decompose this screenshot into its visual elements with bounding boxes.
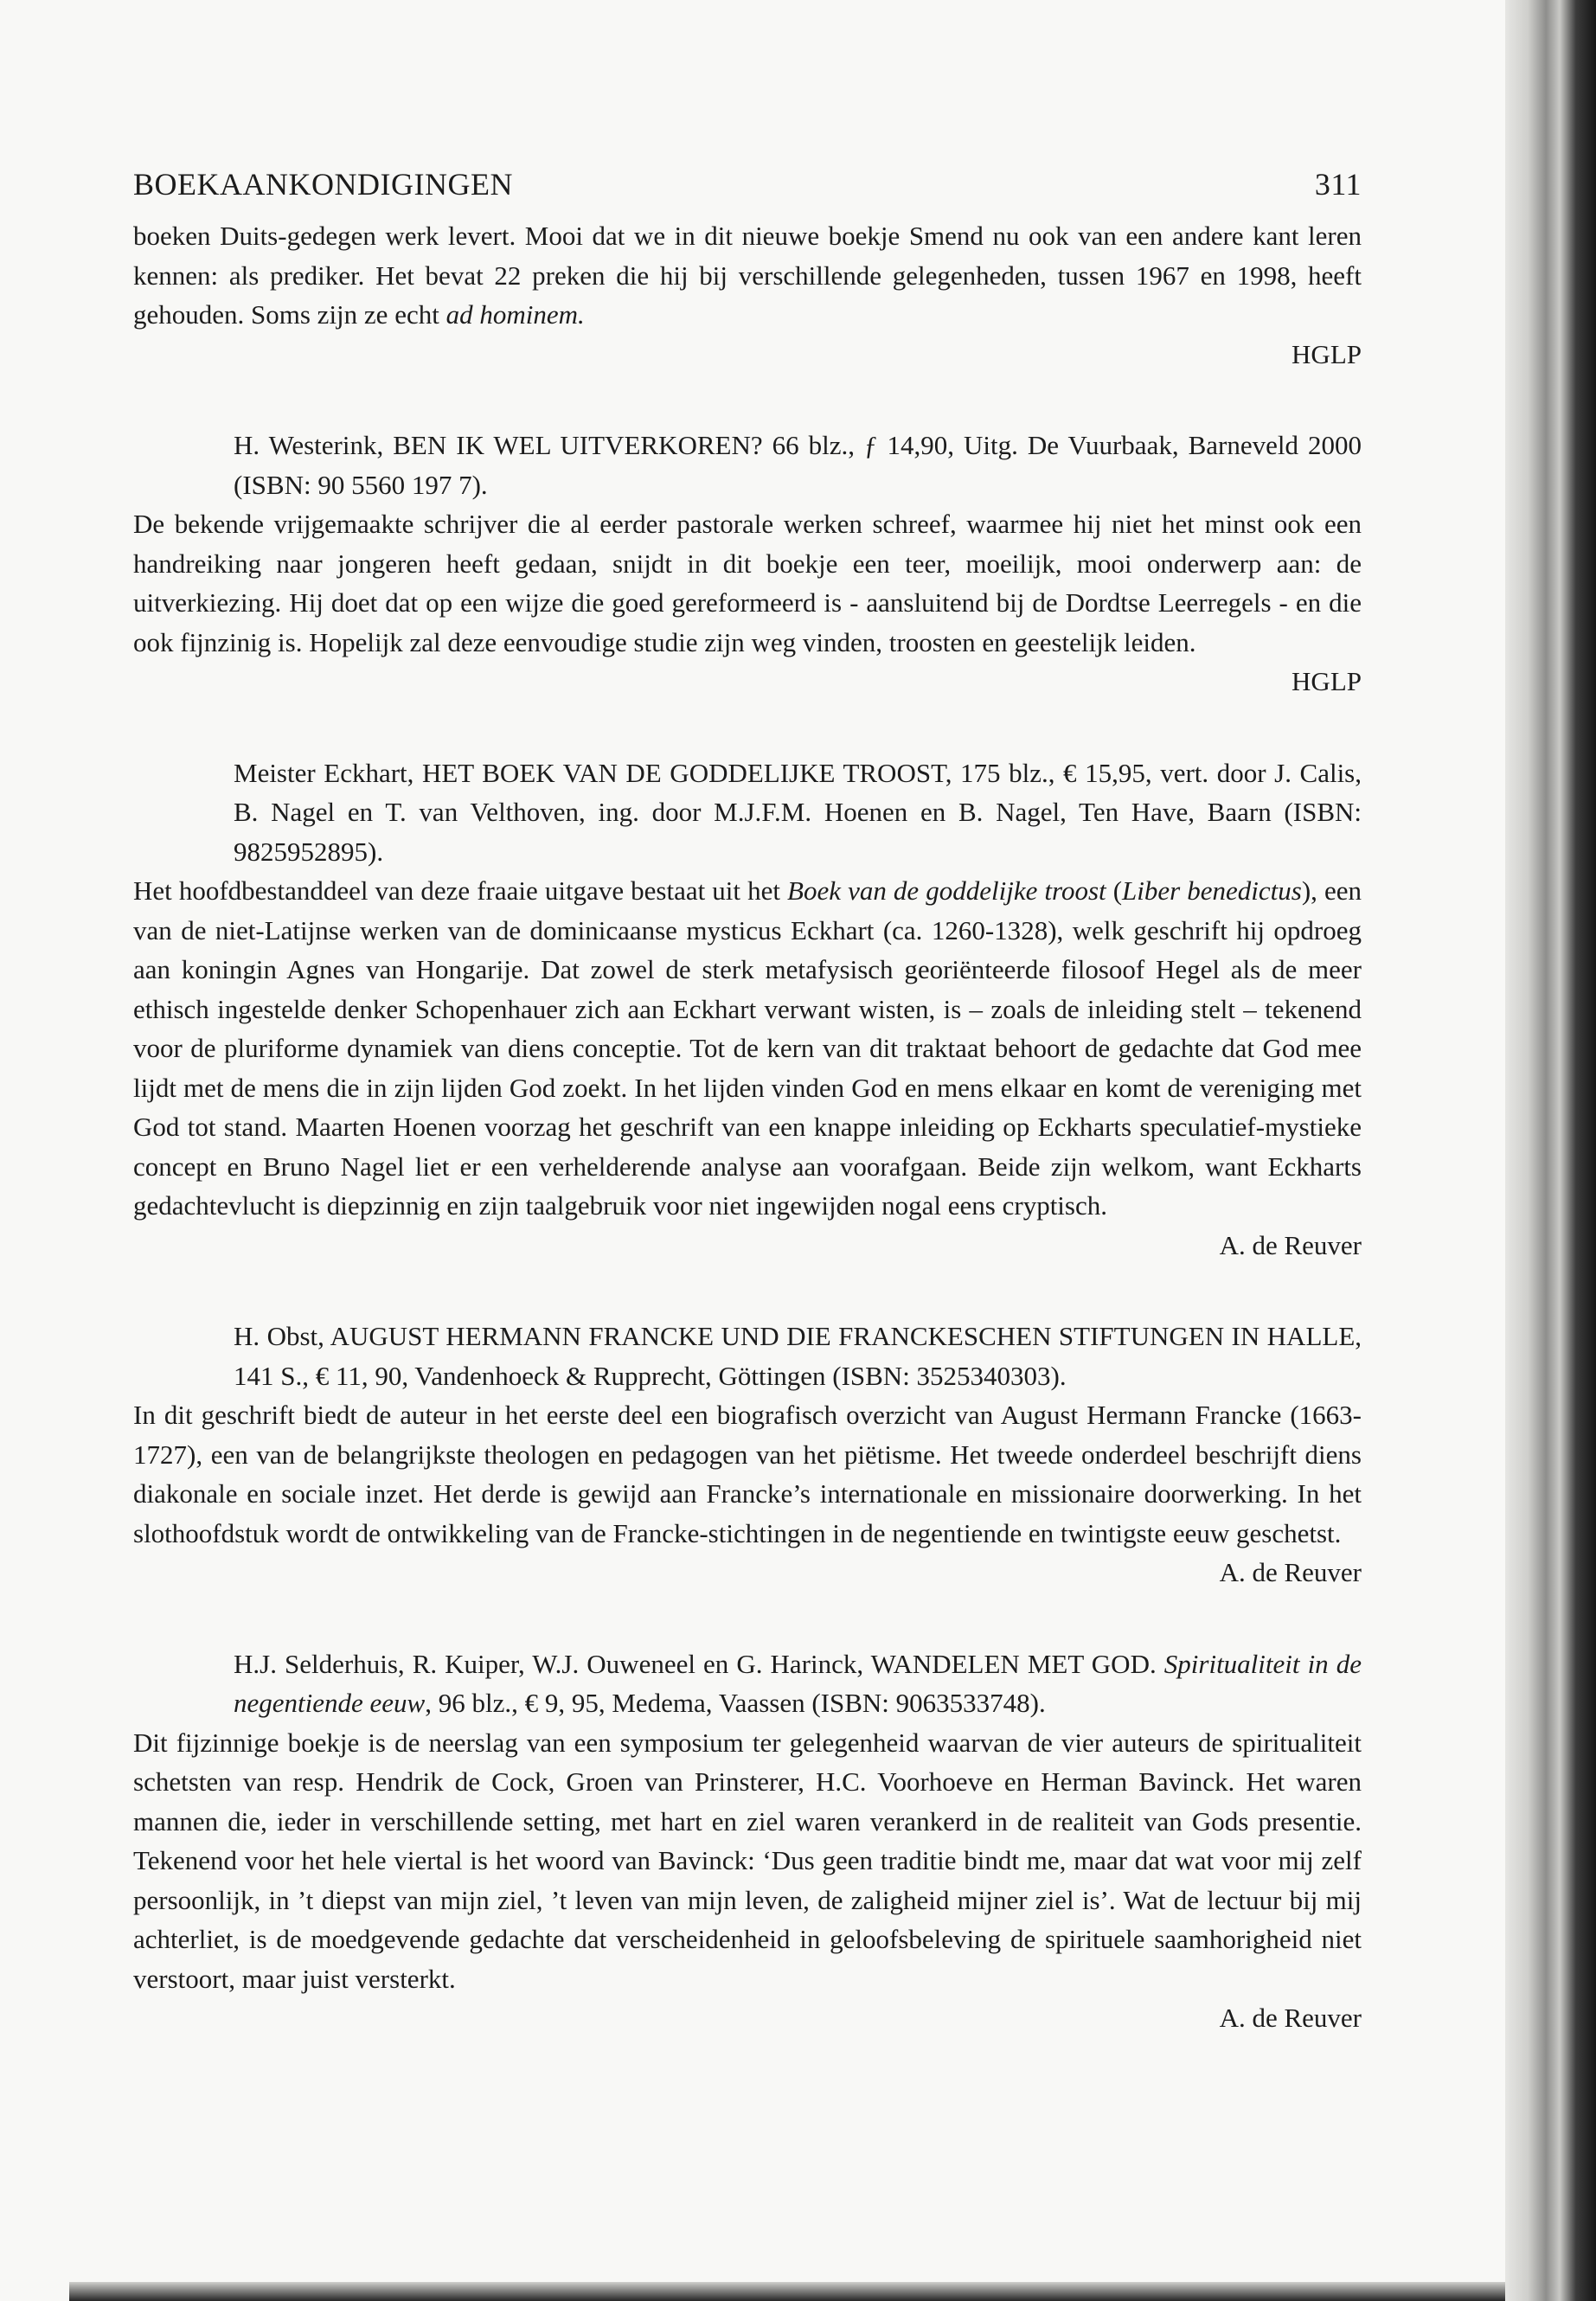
reviewer-signature: HGLP <box>1292 666 1362 696</box>
review-entry <box>133 1644 1362 2038</box>
review-body: De bekende vrijgemaakte schrijver die al eerder pastorale werken schreef, waarmee hij niet het minst ook een handreiking naar jongeren heeft gedaan, snijdt in dit boekje een teer, moeilijk, mooi onderwerp aan: de uitverkiezing. Hij doet dat op een wijze die goed gereformeerd is - aansluitend bij de Dordtse Leerregels - en die ook fijnzinig is. Hopelijk zal deze eenvoudige studie zijn weg vinden, troosten en geestelijk leiden. <box>133 509 1362 657</box>
review-body: In dit geschrift biedt de auteur in het eerste deel een biografisch overzicht van August Hermann Francke (1663-1727), een van de belangrijkste theologen en pedagogen van het piëtisme. Het tweede onderdeel beschrijft diens diakonale en sociale inzet. Het derde is gewijd aan Francke’s internationale en missionaire doorwerking. In het slothoofdstuk wordt de ontwikkeling van de Francke-stichtingen in de negentiende en twintigste eeuw geschetst. <box>133 1400 1362 1548</box>
review-entry <box>133 1317 1362 1593</box>
review-body: boeken Duits-gedegen werk levert. Mooi dat we in dit nieuwe boekje Smend nu ook van een andere kant leren kennen: als prediker. Het bevat 22 preken die hij bij verschillende gelegenheden, tussen 1967 en 1998, heeft gehouden. Soms zijn ze echt ad hominem. <box>133 221 1362 330</box>
page-content <box>133 156 1362 2038</box>
review-body: Het hoofdbestanddeel van deze fraaie uitgave bestaat uit het Boek van de goddelijke troost (Liber benedictus), een van de niet-Latijnse werken van de dominicaanse mysticus Eckhart (ca. 1260-1328), welk geschrift hij opdroeg aan koningin Agnes van Hongarije. Dat zowel de sterk metafysisch georiënteerde filosoof Hegel als de meer ethisch ingestelde denker Schopenhauer zich aan Eckhart verwant wisten, is – zoals de inleiding stelt – tekenend voor de pluriforme dynamiek van diens conceptie. Tot de kern van dit traktaat behoort de gedachte dat God mee lijdt met de mens die in zijn lijden God zoekt. In het lijden vinden God en mens elkaar en komt de vereniging met God tot stand. Maarten Hoenen voorzag het geschrift van een knappe inleiding op Eckharts speculatief-mystieke concept en Bruno Nagel liet er een verhelderende analyse aan voorafgaan. Beide zijn welkom, want Eckharts gedachtevlucht is diepzinnig en zijn taalgebruik voor niet ingewijden nogal eens cryptisch. <box>133 875 1362 1221</box>
review-entry <box>133 753 1362 1266</box>
running-header <box>133 156 1362 216</box>
review-entry <box>133 426 1362 702</box>
page-number: 311 <box>1314 167 1362 202</box>
page-bottom-shadow <box>69 2282 1505 2301</box>
reviewer-signature: A. de Reuver <box>1219 2003 1362 2033</box>
review-body: Dit fijzinnige boekje is de neerslag van een symposium ter gelegenheid waarvan de vier auteurs de spiritualiteit schetsten van resp. Hendrik de Cock, Groen van Prinsterer, H.C. Voorhoeve en Herman Bavinck. Het waren mannen die, ieder in verschillende setting, met hart en ziel waren verankerd in de realiteit van Gods presentie. Tekenend voor het hele viertal is het woord van Bavinck: ‘Dus geen traditie bindt me, maar dat wat voor mij zelf persoonlijk, in ’t diepst van mijn ziel, ’t leven van mijn leven, de zaligheid mijner ziel is’. Wat de lectuur bij mij achterliet, is de moedgevende gedachte dat verscheidenheid in geloofsbeleving de spirituele saamhorigheid niet verstoort, maar juist versterkt. <box>133 1727 1362 1994</box>
reviewer-signature: A. de Reuver <box>1219 1229 1362 1260</box>
book-spine-edge <box>1505 0 1596 2301</box>
bibliographic-entry: H. Westerink, BEN IK WEL UITVERKOREN? 66 blz., ƒ 14,90, Uitg. De Vuurbaak, Barneveld 2000 (ISBN: 90 5560 197 7). <box>234 430 1362 500</box>
bibliographic-entry: H.J. Selderhuis, R. Kuiper, W.J. Ouweneel en G. Harinck, WANDELEN MET GOD. Spiritualiteit in de negentiende eeuw, 96 blz., € 9, 95, Medema, Vaassen (ISBN: 9063533748). <box>234 1648 1362 1718</box>
reviewer-signature: A. de Reuver <box>1219 1557 1362 1587</box>
review-entry <box>133 216 1362 374</box>
bibliographic-entry: Meister Eckhart, HET BOEK VAN DE GODDELIJKE TROOST, 175 blz., € 15,95, vert. door J. Calis, B. Nagel en T. van Velthoven, ing. door M.J.F.M. Hoenen en B. Nagel, Ten Have, Baarn (ISBN: 9825952895). <box>234 757 1362 867</box>
reviewer-signature: HGLP <box>1292 338 1362 369</box>
bibliographic-entry: H. Obst, AUGUST HERMANN FRANCKE UND DIE FRANCKESCHEN STIFTUNGEN IN HALLE, 141 S., € 11, 90, Vandenhoeck & Rupprecht, Göttingen (ISBN: 3525340303). <box>234 1321 1362 1391</box>
section-title: BOEKAANKONDIGINGEN <box>133 167 513 202</box>
